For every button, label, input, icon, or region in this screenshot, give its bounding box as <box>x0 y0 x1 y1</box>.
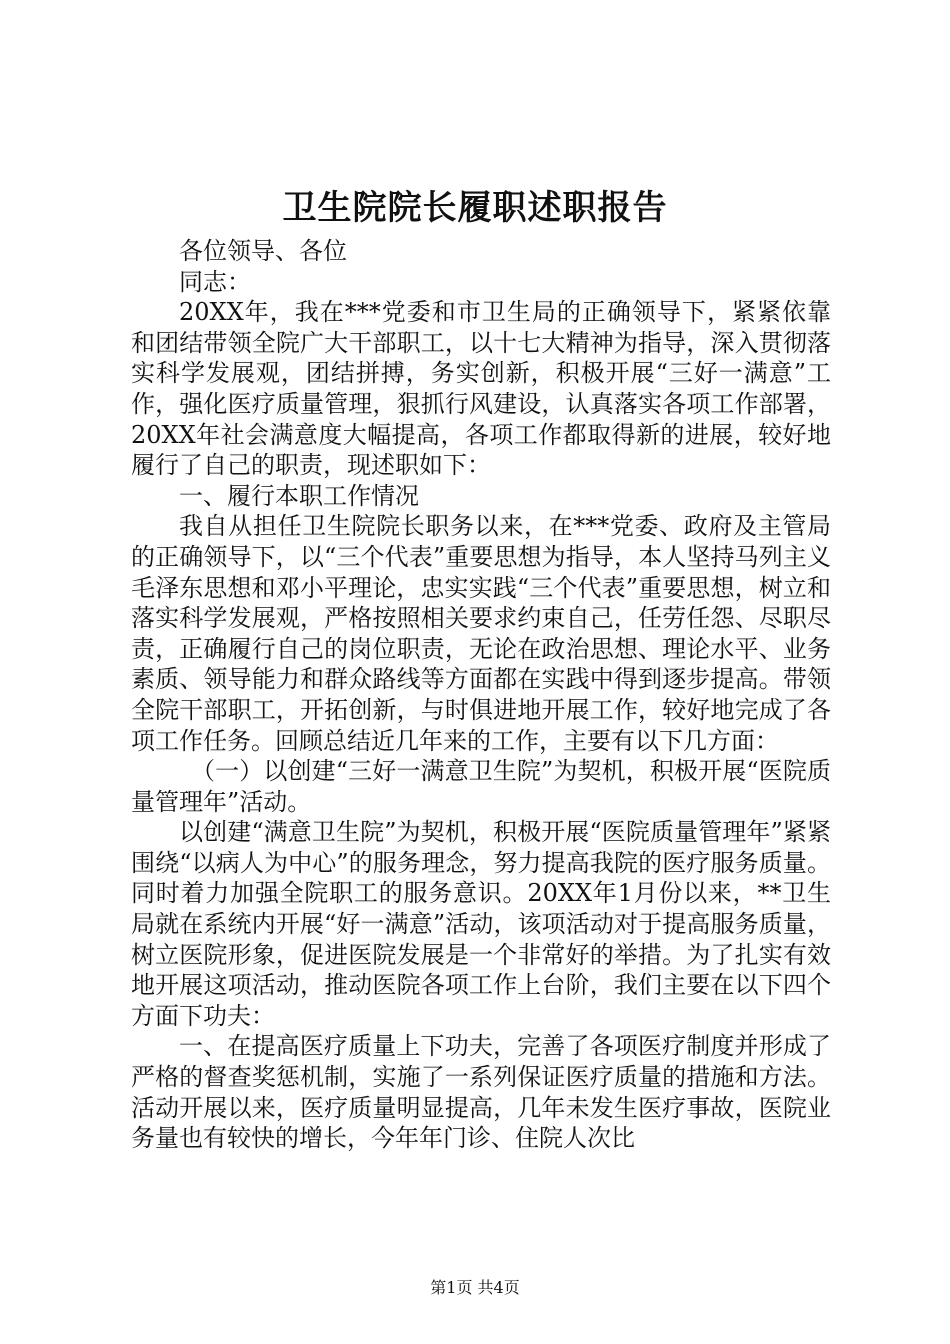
body-paragraph: 以创建“满意卫生院”为契机，积极开展“医院质量管理年”紧紧围绕“以病人为中心”的服务理念，努力提高我院的医疗服务质量。同时着力加强全院职工的服务意识。20XX年1月份以来，**卫生局就在系统内开展“好一满意”活动，该项活动对于提高服务质量，树立医院形象，促进医院发展是一个非常好的举措。为了扎实有效地开展这项活动，推动医院各项工作上台阶，我们主要在以下四个方面下功夫： <box>131 818 831 1030</box>
page-footer: 第1页 共4页 <box>430 1278 520 1297</box>
section-heading-1: 一、履行本职工作情况 <box>179 481 419 510</box>
body-paragraph: 一、在提高医疗质量上下功夫，完善了各项医疗制度并形成了严格的督查奖惩机制，实施了一系列保证医疗质量的措施和方法。活动开展以来，医疗质量明显提高，几年未发生医疗事故，医院业务量也有较快的增长，今年年门诊、住院人次比 <box>131 1032 831 1153</box>
body-paragraph: 我自从担任卫生院院长职务以来，在***党委、政府及主管局的正确领导下，以“三个代表”重要思想为指导，本人坚持马列主义毛泽东思想和邓小平理论，忠实实践“三个代表”重要思想，树立和落实科学发展观，严格按照相关要求约束自己，任劳任怨、尽职尽责，正确履行自己的岗位职责，无论在政治思想、理论水平、业务素质、领导能力和群众路线等方面都在实践中得到逐步提高。带领全院干部职工，开拓创新，与时俱进地开展工作，较好地完成了各项工作任务。回顾总结近几年来的工作，主要有以下几方面： <box>131 512 831 755</box>
salutation-line-1: 各位领导、各位 <box>179 237 347 265</box>
intro-paragraph: 20XX年，我在***党委和市卫生局的正确领导下，紧紧依靠和团结带领全院广大干部职工，以十七大精神为指导，深入贯彻落实科学发展观，团结拼搏，务实创新，积极开展“三好一满意”工作，强化医疗质量管理，狠抓行风建设，认真落实各项工作部署，20XX年社会满意度大幅提高，各项工作都取得新的进展，较好地履行了自己的职责，现述职如下： <box>131 298 831 480</box>
subsection-heading-1: （一）以创建“三好一满意卫生院”为契机，积极开展“医院质量管理年”活动。 <box>131 757 831 816</box>
page-title: 卫生院院长履职述职报告 <box>282 188 668 228</box>
salutation-line-2: 同志： <box>179 267 251 296</box>
document-body <box>131 236 831 1154</box>
